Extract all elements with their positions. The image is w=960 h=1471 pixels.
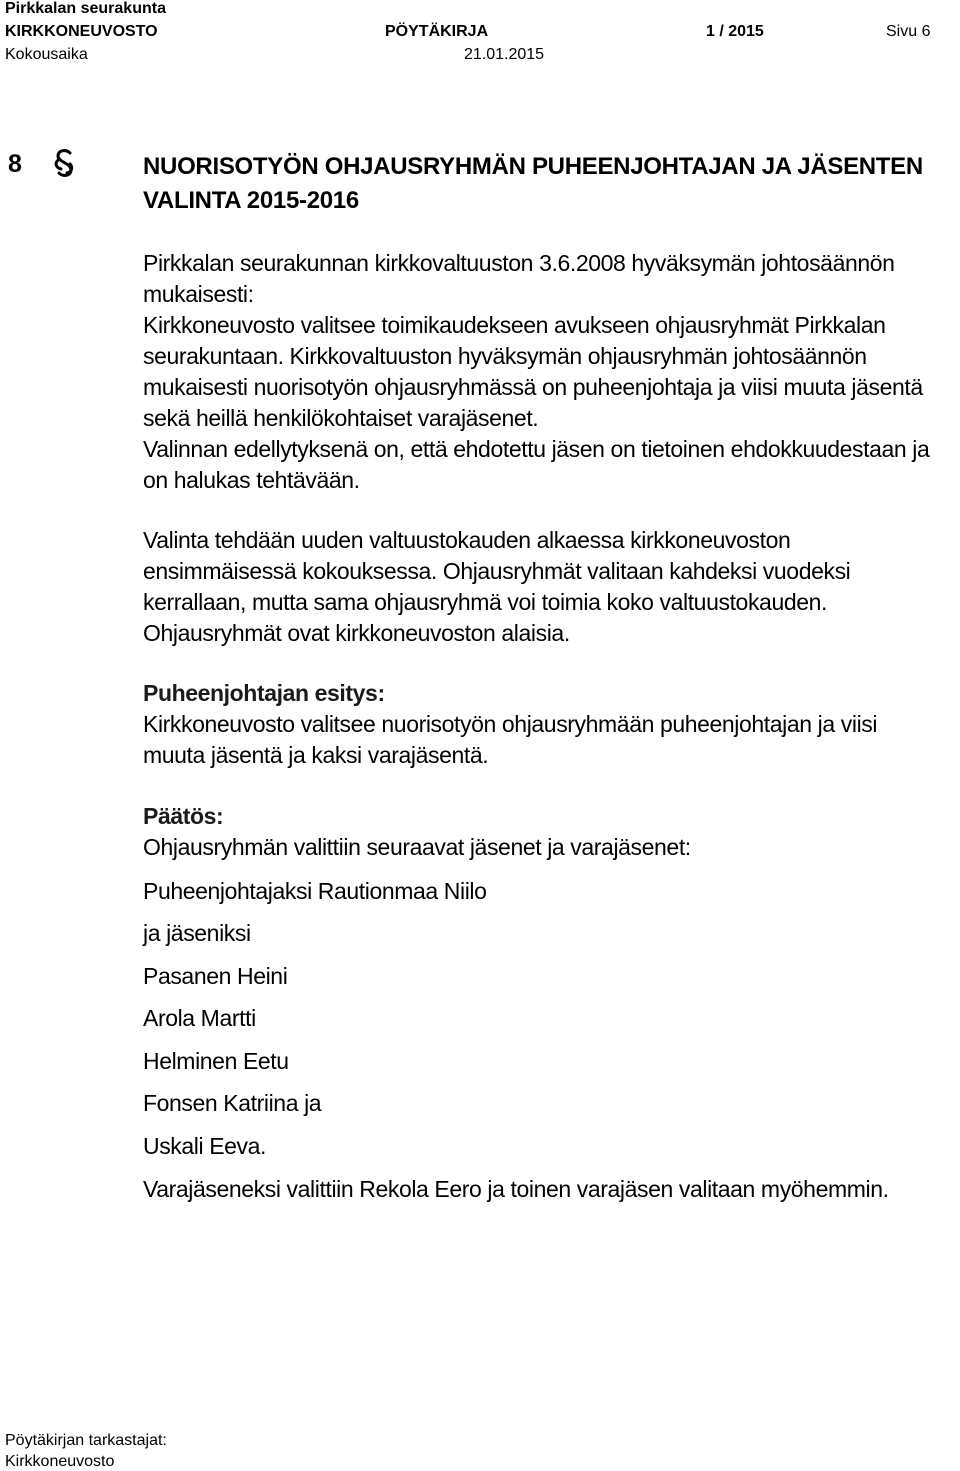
decision-intro: Ohjausryhmän valittiin seuraavat jäsenet ja varajäsenet: — [143, 834, 691, 860]
header-issue: 1 / 2015 — [706, 23, 764, 40]
intro-paragraph: Valinta tehdään uuden valtuustokauden alkaessa kirkkoneuvoston ensimmäisessä kokouksessa. Ohjausryhmät valitaan kahdeksi vuodeksi kerrallaan, mutta sama ohjausryhmä voi toimia koko valtuustokauden. Ohjausryhmät ovat kirkkoneuvoston alaisia. — [143, 527, 851, 646]
intro-text — [143, 248, 943, 496]
section-number: 8 — [8, 150, 22, 178]
intro-paragraph: Valinnan edellytyksenä on, että ehdotettu jäsen on tietoinen ehdokkuudestaan ja on halukas tehtävään. — [143, 436, 930, 493]
decision-deputies: Varajäseneksi valittiin Rekola Eero ja toinen varajäsen valitaan myöhemmin. — [143, 1176, 889, 1202]
header-body: KIRKKONEUVOSTO — [5, 23, 158, 40]
member-item: Pasanen Heini — [143, 963, 288, 989]
decision-label: Päätös: — [143, 803, 224, 829]
decision-members-label: ja jäseniksi — [143, 920, 251, 946]
header-meeting-label: Kokousaika — [5, 46, 88, 63]
intro-text-2 — [143, 525, 943, 649]
member-item: Uskali Eeva. — [143, 1133, 267, 1159]
header-org: Pirkkalan seurakunta — [5, 0, 166, 17]
member-item: Arola Martti — [143, 1005, 256, 1031]
header-page: Sivu 6 — [886, 23, 931, 40]
section-sign-icon — [50, 148, 78, 184]
proposal-text: Kirkkoneuvosto valitsee nuorisotyön ohjausryhmään puheenjohtajan ja viisi muuta jäsentä ja kaksi varajäsentä. — [143, 711, 878, 768]
decision-chair: Puheenjohtajaksi Rautionmaa Niilo — [143, 878, 487, 904]
decision-block — [143, 801, 943, 863]
header-doc-type: PÖYTÄKIRJA — [385, 23, 489, 40]
footer-body: Kirkkoneuvosto — [5, 1453, 115, 1470]
intro-paragraph: Pirkkalan seurakunnan kirkkovaltuuston 3.6.2008 hyväksymän johtosäännön mukaisesti: — [143, 250, 895, 307]
proposal-block — [143, 678, 943, 771]
member-item: Helminen Eetu — [143, 1048, 289, 1074]
footer-reviewers-label: Pöytäkirjan tarkastajat: — [5, 1432, 167, 1449]
section-title: NUORISOTYÖN OHJAUSRYHMÄN PUHEENJOHTAJAN JA JÄSENTEN VALINTA 2015-2016 — [143, 153, 923, 214]
member-item: Fonsen Katriina ja — [143, 1090, 322, 1116]
proposal-label: Puheenjohtajan esitys: — [143, 680, 385, 706]
header-meeting-date: 21.01.2015 — [464, 46, 545, 63]
intro-paragraph: Kirkkoneuvosto valitsee toimikaudekseen avukseen ohjausryhmät Pirkkalan seurakuntaan. Kirkkovaltuuston hyväksymän ohjausryhmän johtosäännön mukaisesti nuorisotyön ohjausryhmässä on puheenjohtaja ja viisi muuta jäsentä sekä heillä henkilökohtaiset varajäsenet. — [143, 312, 923, 431]
